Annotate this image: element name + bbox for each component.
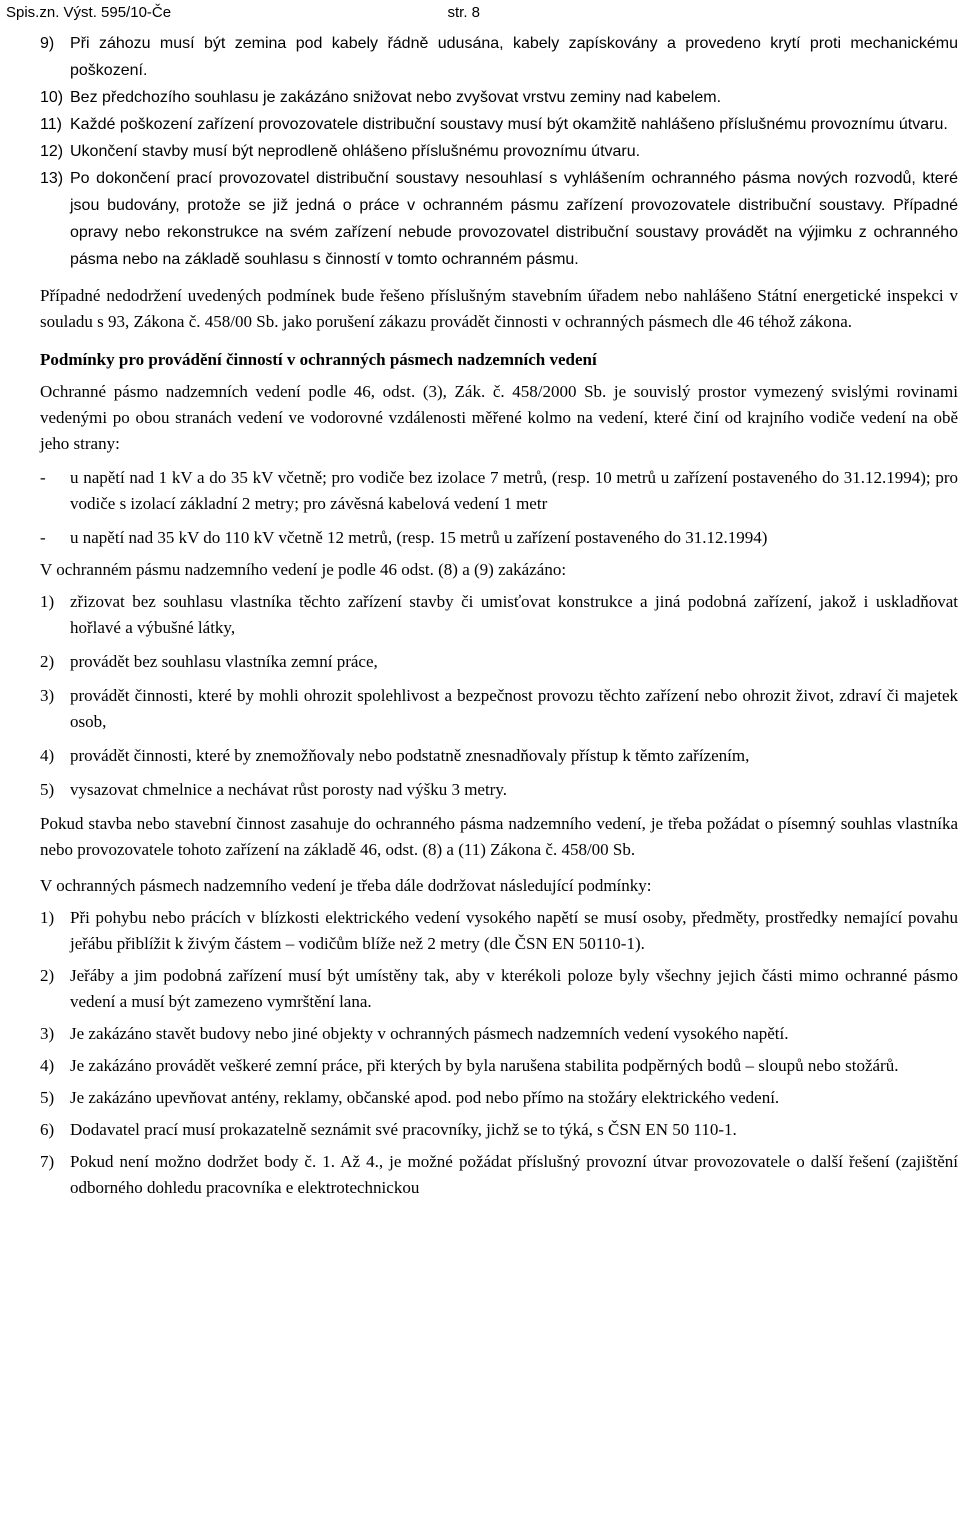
list-item: [40, 649, 958, 675]
item-text: Každé poškození zařízení provozovatele distribuční soustavy musí být okamžitě nahlášeno příslušnému provoznímu útvaru.: [70, 116, 948, 133]
dash-bullet: -: [40, 528, 46, 547]
item-number: 6): [40, 1120, 55, 1139]
list-item: [40, 1085, 958, 1111]
item-text: Je zakázáno stavět budovy nebo jiné objekty v ochranných pásmech nadzemních vedení vysokého napětí.: [70, 1024, 789, 1043]
dash-bullet: -: [40, 468, 46, 487]
page-number: str. 8: [447, 4, 480, 21]
list-item: [40, 138, 958, 165]
document-body: [40, 30, 958, 1201]
list-item: [40, 30, 958, 84]
item-number: 2): [40, 966, 55, 985]
item-text: Jeřáby a jim podobná zařízení musí být umístěny tak, aby v kterékoli poloze byly všechny jejich části mimo ochranné pásmo vedení a musí být zamezeno vymrštění lana.: [70, 966, 958, 1011]
item-text: provádět činnosti, které by mohli ohrozit spolehlivost a bezpečnost provozu těchto zařízení nebo ohrozit život, zdraví či majetek osob,: [70, 686, 958, 731]
list-item: [40, 525, 958, 551]
item-number: 5): [40, 780, 55, 799]
item-number: 1): [40, 592, 55, 611]
item-text: Dodavatel prací musí prokazatelně seznámit své pracovníky, jichž se to týká, s ČSN EN 50 110-1.: [70, 1120, 737, 1139]
item-number: 12): [40, 143, 64, 160]
item-text: provádět činnosti, které by znemožňovaly nebo podstatně znesnadňovaly přístup k těmto zařízením,: [70, 746, 750, 765]
item-number: 10): [40, 89, 64, 106]
list-item: [40, 1021, 958, 1047]
item-number: 13): [40, 170, 64, 187]
list-c: [40, 905, 958, 1201]
item-text: vysazovat chmelnice a nechávat růst porosty nad výšku 3 metry.: [70, 780, 507, 799]
item-text: provádět bez souhlasu vlastníka zemní práce,: [70, 652, 378, 671]
list-item: [40, 111, 958, 138]
list-item: [40, 963, 958, 1015]
list-a: [40, 30, 958, 273]
list-item: [40, 165, 958, 273]
item-text: Po dokončení prací provozovatel distribuční soustavy nesouhlasí s vyhlášením ochranného pásma nových rozvodů, které jsou budovány, protože se již jedná o práce v ochranném pásmu zařízení provozovatele distribuční soustavy. Případné opravy nebo rekonstrukce na svém zařízení nebude provozovatel distribuční soustavy provádět na výjimku z ochranného pásma nebo na základě souhlasu s činností v tomto ochranném pásmu.: [70, 170, 958, 268]
list-b: [40, 589, 958, 803]
item-number: 11): [40, 116, 62, 133]
item-number: 7): [40, 1152, 55, 1171]
item-number: 4): [40, 1056, 55, 1075]
item-number: 9): [40, 35, 55, 52]
item-text: u napětí nad 1 kV a do 35 kV včetně; pro vodiče bez izolace 7 metrů, (resp. 10 metrů u zařízení postaveného do 31.12.1994); pro vodiče s izolací základní 2 metry; pro závěsná kabelová vedení 1 metr: [70, 468, 958, 513]
conditions-paragraph: V ochranných pásmech nadzemního vedení je třeba dále dodržovat následující podmínky:: [40, 876, 652, 895]
document-reference: Spis.zn. Výst. 595/10-Če: [6, 4, 172, 21]
dash-list: [40, 465, 958, 551]
section-heading: Podmínky pro provádění činností v ochranných pásmech nadzemních vedení: [40, 350, 597, 369]
item-number: 3): [40, 1024, 55, 1043]
item-text: Při záhozu musí být zemina pod kabely řádně udusána, kabely zapískovány a provedeno krytí proti mechanickému poškození.: [70, 35, 958, 79]
list-item: [40, 1149, 958, 1201]
zone-paragraph: Ochranné pásmo nadzemních vedení podle 46, odst. (3), Zák. č. 458/2000 Sb. je souvislý prostor vymezený svislými rovinami vedenými po obou stranách vedení ve vodorovné vzdálenosti měřené kolmo na vedení, které činí od krajního vodiče vedení na obě jeho strany:: [40, 382, 958, 453]
list-item: [40, 465, 958, 517]
list-item: [40, 743, 958, 769]
item-text: Je zakázáno upevňovat antény, reklamy, občanské apod. pod nebo přímo na stožáry elektrického vedení.: [70, 1088, 780, 1107]
list-item: [40, 1053, 958, 1079]
item-number: 1): [40, 908, 55, 927]
item-text: Je zakázáno provádět veškeré zemní práce, při kterých by byla narušena stabilita podpěrných bodů – sloupů nebo stožárů.: [70, 1056, 899, 1075]
violation-paragraph: Případné nedodržení uvedených podmínek bude řešeno příslušným stavebním úřadem nebo nahlášeno Státní energetické inspekci v souladu s 93, Zákona č. 458/00 Sb. jako porušení zákazu provádět činnosti v ochranných pásmech dle 46 téhož zákona.: [40, 286, 958, 331]
item-text: Bez předchozího souhlasu je zakázáno snižovat nebo zvyšovat vrstvu zeminy nad kabelem.: [70, 89, 722, 106]
item-text: u napětí nad 35 kV do 110 kV včetně 12 metrů, (resp. 15 metrů u zařízení postaveného do 31.12.1994): [70, 528, 768, 547]
item-number: 2): [40, 652, 55, 671]
list-item: [40, 1117, 958, 1143]
item-text: Ukončení stavby musí být neprodleně ohlášeno příslušnému provoznímu útvaru.: [70, 143, 641, 160]
list-item: [40, 777, 958, 803]
list-item: [40, 589, 958, 641]
consent-paragraph: Pokud stavba nebo stavební činnost zasahuje do ochranného pásma nadzemního vedení, je třeba požádat o písemný souhlas vlastníka nebo provozovatele tohoto zařízení na základě 46, odst. (8) a (11) Zákona č. 458/00 Sb.: [40, 814, 958, 859]
item-text: Pokud není možno dodržet body č. 1. Až 4., je možné požádat příslušný provozní útvar provozovatele o další řešení (zajištění odborného dohledu pracovníka e elektrotechnickou: [70, 1152, 958, 1197]
list-item: [40, 84, 958, 111]
item-number: 5): [40, 1088, 55, 1107]
forbidden-paragraph: V ochranném pásmu nadzemního vedení je podle 46 odst. (8) a (9) zakázáno:: [40, 560, 567, 579]
item-number: 3): [40, 686, 55, 705]
item-text: zřizovat bez souhlasu vlastníka těchto zařízení stavby či umisťovat konstrukce a jiná podobná zařízení, jakož i uskladňovat hořlavé a výbušné látky,: [70, 592, 958, 637]
item-number: 4): [40, 746, 55, 765]
list-item: [40, 683, 958, 735]
item-text: Při pohybu nebo prácích v blízkosti elektrického vedení vysokého napětí se musí osoby, předměty, prostředky nemající povahu jeřábu přiblížit k živým částem – vodičům blíže než 2 metry (dle ČSN EN 50110-1).: [70, 908, 958, 953]
list-item: [40, 905, 958, 957]
